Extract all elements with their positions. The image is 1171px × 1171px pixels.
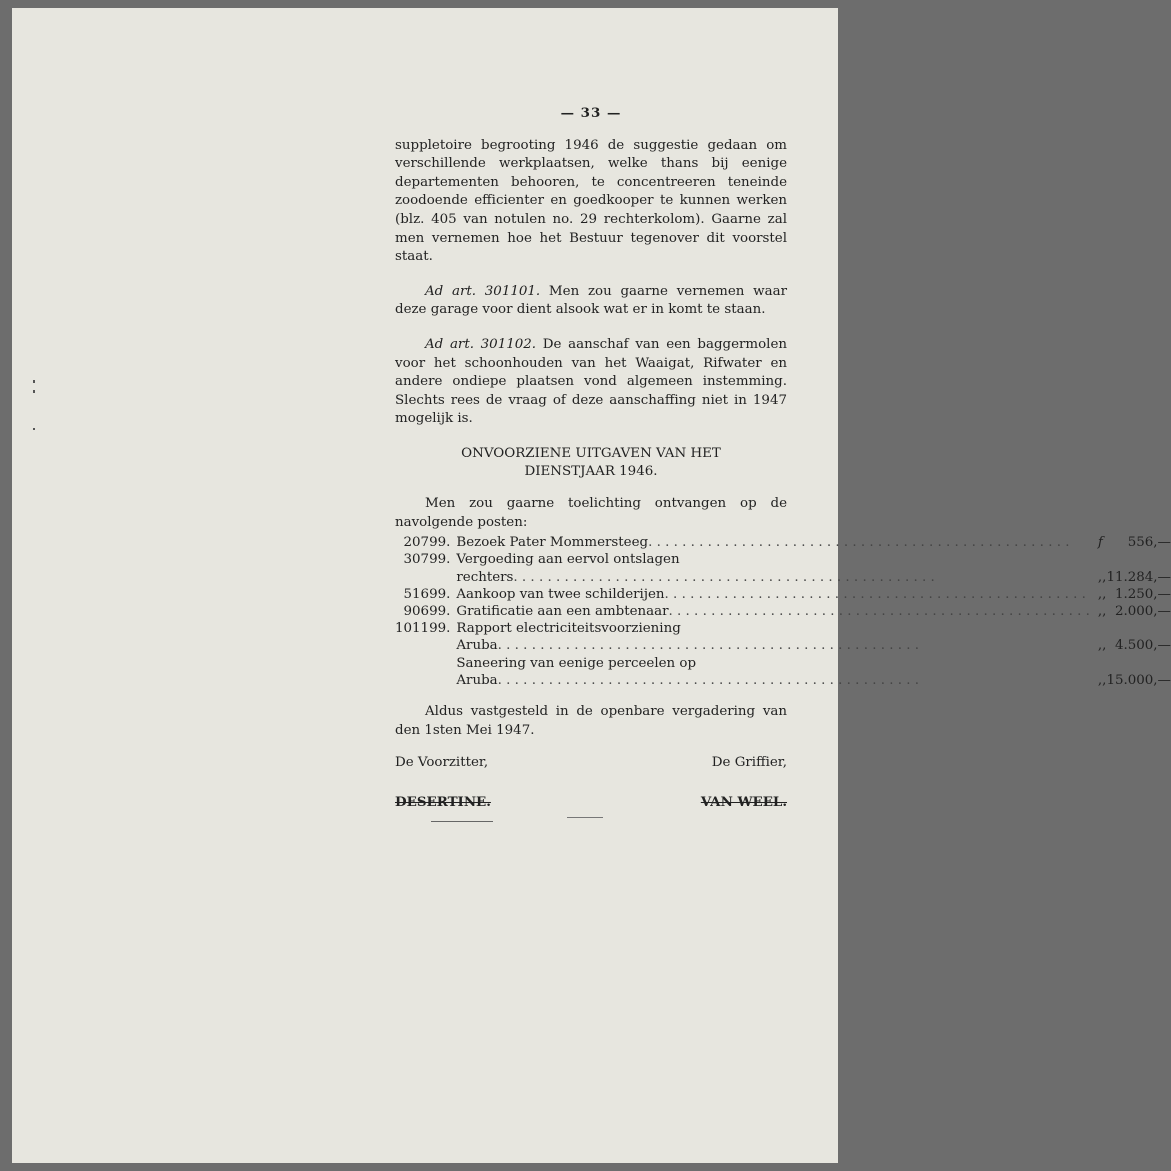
- page-number: — 33 —: [560, 105, 622, 121]
- clerk-title: De Griffier,: [711, 755, 787, 771]
- margin-mark: [33, 428, 35, 430]
- item-number: 20799.: [403, 535, 451, 551]
- table-row: [395, 603, 1171, 620]
- currency-mark: ,,: [1097, 586, 1107, 602]
- table-row: [395, 551, 1171, 585]
- item-number: [395, 655, 456, 689]
- signature-titles: [395, 754, 787, 773]
- article-text: De aanschaf van een baggermolen voor het schoonhouden van het Waaigat, Rifwater en andere ondiepe plaatsen vond algemeen instemming. Slechts rees de vraag of deze aanschaffing niet in 1947 mogelijk is.: [395, 336, 787, 427]
- item-description: Rapport electriciteitsvoorziening Aruba . . .: [456, 620, 1090, 654]
- chair-title: De Voorzitter,: [395, 755, 489, 771]
- table-row: [395, 586, 1171, 603]
- table-row: [395, 655, 1171, 689]
- currency-mark: ,,: [1097, 569, 1107, 585]
- article-label: Ad art. 301102.: [425, 336, 537, 352]
- section-heading: [395, 445, 787, 481]
- signature-names: [395, 793, 787, 812]
- expense-table: [395, 534, 1171, 689]
- item-description: Bezoek Pater Mommersteeg: [456, 535, 649, 551]
- article-label: Ad art. 301101.: [425, 283, 541, 299]
- currency-mark: ,,: [1097, 603, 1107, 619]
- article-text: Men zou gaarne vernemen waar deze garage voor dient alsook wat er in komt te staan.: [395, 283, 787, 318]
- closing-paragraph: Aldus vastgesteld in de openbare vergadering van den 1sten Mei 1947.: [395, 703, 787, 738]
- clerk-name: VAN WEEL.: [700, 793, 787, 810]
- margin-mark: [33, 390, 35, 393]
- item-amount: 1.250,—: [1114, 586, 1171, 602]
- article-paragraph: [395, 283, 787, 320]
- article-paragraph: [395, 336, 787, 429]
- item-amount: 11.284,—: [1106, 569, 1171, 585]
- margin-mark: [33, 380, 35, 383]
- item-number: 30799.: [403, 552, 451, 568]
- document-page: [12, 8, 1171, 1163]
- text-column: [395, 104, 1171, 831]
- item-description: Saneering van eenige perceelen op Aruba . . .: [456, 655, 1090, 689]
- item-description: Vergoeding aan eervol ontslagen rechters . . .: [456, 551, 1090, 585]
- table-row: [395, 620, 1171, 654]
- divider: [395, 811, 787, 831]
- item-number: 90699.: [403, 603, 451, 619]
- currency-mark: f: [1097, 535, 1103, 551]
- table-row: [395, 534, 1171, 551]
- item-number: 101199.: [395, 621, 451, 637]
- item-description: Aankoop van twee schilderijen: [456, 586, 665, 602]
- paragraph: suppletoire begrooting 1946 de suggestie gedaan om verschillende werkplaatsen, welke thans bij eenige departementen behooren, te concentreeren teneinde zoodoende efficienter en goedkooper te kunnen werken (blz. 405 van notulen no. 29 rechterkolom). Gaarne zal men vernemen hoe het Bestuur tegenover dit voorstel staat.: [395, 137, 787, 265]
- item-amount: 556,—: [1127, 535, 1171, 551]
- intro-paragraph: Men zou gaarne toelichting ontvangen op de navolgende posten:: [395, 495, 787, 530]
- currency-mark: ,,: [1097, 672, 1107, 688]
- item-amount: 15.000,—: [1106, 672, 1171, 688]
- currency-mark: ,,: [1097, 638, 1107, 654]
- item-number: 51699.: [403, 586, 451, 602]
- chair-name: DESERTINE.: [395, 793, 491, 810]
- item-amount: 2.000,—: [1114, 603, 1171, 619]
- item-amount: 4.500,—: [1114, 638, 1171, 654]
- heading-line: ONVOORZIENE UITGAVEN VAN HET: [461, 445, 721, 461]
- item-description: Gratificatie aan een ambtenaar: [456, 603, 669, 619]
- heading-line: DIENSTJAAR 1946.: [524, 463, 658, 479]
